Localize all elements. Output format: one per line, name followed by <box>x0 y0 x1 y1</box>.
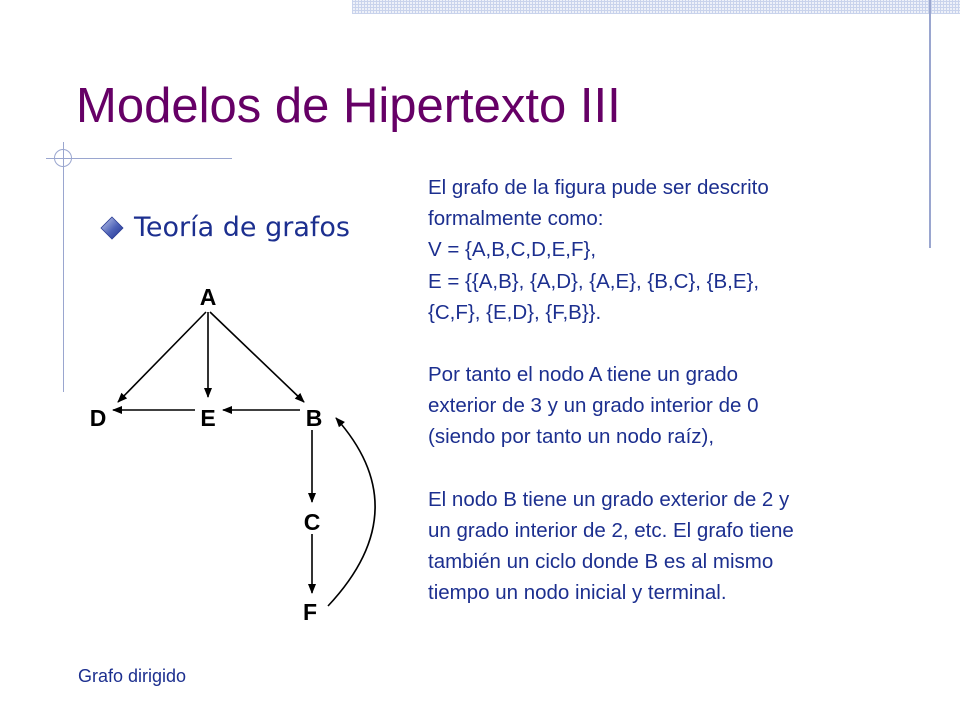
node-d: D <box>89 405 107 431</box>
figure-caption: Grafo dirigido <box>78 666 187 686</box>
node-f: F <box>302 599 318 625</box>
diamond-bullet-icon <box>100 216 124 240</box>
node-c: C <box>303 509 321 535</box>
decorative-vertical-line <box>63 142 64 392</box>
slide-title: Modelos de Hipertexto III <box>76 79 621 133</box>
bullet-item <box>100 212 350 243</box>
edge-f-b <box>328 418 375 606</box>
decorative-circle <box>54 149 72 167</box>
bullet-text: Teoría de grafos <box>134 212 350 243</box>
node-e: E <box>200 405 216 431</box>
decorative-right-line <box>929 0 931 248</box>
directed-graph-figure <box>78 278 388 630</box>
decorative-horizontal-line <box>46 158 232 159</box>
decorative-top-band <box>352 0 960 14</box>
edge-a-b <box>210 312 304 402</box>
paragraph-definition: El grafo de la figura pude ser descrito formalmente como: V = {A,B,C,D,E,F}, E = {{A,B}, {A,D}, {A,E}, {B,C}, {B,E}, {C,F}, {E,D}, {F,B}}. <box>428 176 769 324</box>
edge-a-d <box>118 312 206 402</box>
body-text <box>428 172 928 608</box>
node-b: B <box>305 405 323 431</box>
node-a: A <box>199 284 217 310</box>
paragraph-node-a: Por tanto el nodo A tiene un grado exterior de 3 y un grado interior de 0 (siendo por tanto un nodo raíz), <box>428 363 759 449</box>
paragraph-node-b: El nodo B tiene un grado exterior de 2 y un grado interior de 2, etc. El grafo tiene también un ciclo donde B es al mismo tiempo un nodo inicial y terminal. <box>428 487 794 605</box>
